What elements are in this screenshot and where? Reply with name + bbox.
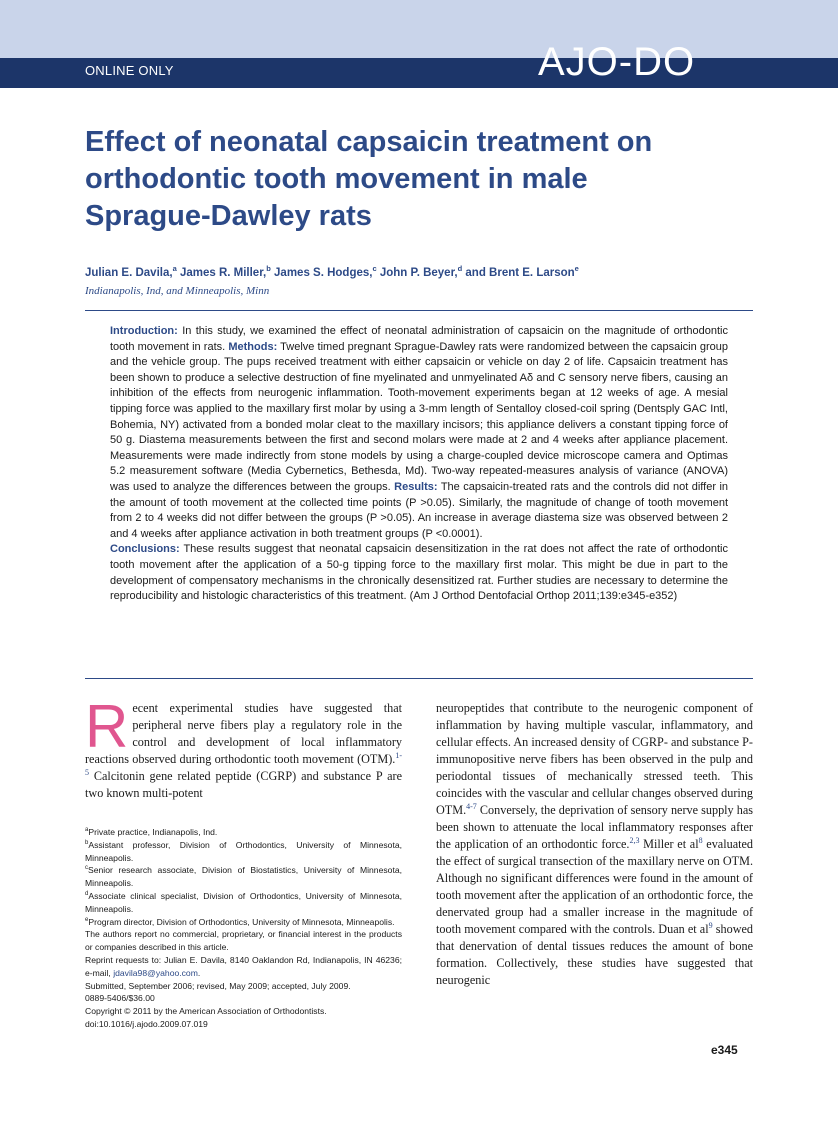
author-mark: d [457, 264, 463, 274]
body-text: neuropeptides that contribute to the neurogenic component of inflammation by having multiple vascular, inflammatory, and cellular effects. An increased density of CGRP- and substance P-immunopositive nerve fibers has been observed in the pulp and periodontal tissues of mechanically stressed teeth. This coincides with the vascular and cellular changes observed during OTM. [436, 701, 753, 817]
body-column-right [436, 700, 753, 989]
author-mark: c [372, 264, 377, 274]
footnote-text: Assistant professor, Division of Orthodontics, University of Minnesota, Minneapolis. [85, 839, 402, 863]
footnote-price: 0889-5406/$36.00 [85, 993, 155, 1004]
abstract-conclusions-label: Conclusions: [110, 543, 180, 556]
abstract-rule-bottom [85, 678, 753, 679]
author-mark: a [172, 264, 177, 274]
footnote-text: Senior research associate, Division of Biostatistics, University of Minnesota, Minneapolis. [85, 865, 402, 889]
citation-ref[interactable]: 2,3 [629, 835, 640, 845]
footnote-item [85, 890, 402, 916]
body-text: Calcitonin gene related peptide (CGRP) and substance P are two known multi-potent [85, 769, 402, 800]
author-name: John P. Beyer, [376, 267, 458, 279]
abstract-results-text: The capsaicin-treated rats and the controls did not differ in the amount of tooth movement at the collected time points (P >0.05). Similarly, the magnitude of change of tooth movement from 2 to 4 weeks did not differ between the groups (P >0.05). An increase in average diastema size was observed between 2 and 4 weeks after appliance activation in both treatment groups (P <0.0001). [110, 480, 729, 540]
email-link[interactable]: jdavila98@yahoo.com [113, 967, 198, 978]
author-name: James S. Hodges, [270, 267, 373, 279]
footnote-disclosure: The authors report no commercial, proprietary, or financial interest in the products or companies described in this article. [85, 929, 402, 953]
citation-ref[interactable]: 4-7 [466, 801, 477, 811]
footnote-text: Program director, Division of Orthodontics, University of Minnesota, Minneapolis. [88, 916, 395, 927]
footnote-text: Private practice, Indianapolis, Ind. [88, 827, 218, 837]
footnote-dates: Submitted, September 2006; revised, May 2009; accepted, July 2009. [85, 980, 351, 991]
body-text: showed that denervation of dental tissues reduces the amount of bone formation. Collectively, these studies have suggested that neurogenic [436, 922, 753, 987]
abstract-conclusions-text: These results suggest that neonatal capsaicin desensitization in the rat does not affect the rate of orthodontic tooth movement after the application of a 50-g tipping force to the maxillary first molar. This might be due in part to the development of compensatory mechanisms in the chronically desensitized rat. Further studies are necessary to determine the reproducibility and histologic characteristics of this treatment. (Am J Orthod Dentofacial Orthop 2011;139:e345-e352) [110, 543, 728, 603]
author-mark: e [574, 264, 579, 274]
body-column-left [85, 693, 402, 802]
page-number: e345 [711, 1043, 738, 1057]
footnote-item [85, 826, 402, 839]
footnote-item [85, 916, 402, 929]
abstract-intro-label: Introduction: [110, 325, 178, 337]
journal-logo: AJO-DO [538, 40, 696, 84]
author-name: Julian E. Davila, [85, 267, 173, 279]
footnote-copyright: Copyright © 2011 by the American Association of Orthodontists. [85, 1006, 327, 1017]
author-name: and Brent E. Larson [462, 267, 575, 279]
body-text: Conversely, the deprivation of sensory nerve supply has been shown to attenuate the local inflammatory responses after the application of an orthodontic force. [436, 803, 753, 851]
body-text: Miller et al [639, 837, 699, 851]
author-footnotes [85, 826, 402, 1031]
footnote-mark: e [85, 916, 89, 923]
abstract-results-label: Results: [394, 480, 438, 493]
section-label: ONLINE ONLY [85, 63, 174, 78]
footnote-mark: d [85, 891, 89, 898]
body-text: evaluated the effect of surgical transection of the maxillary nerve on OTM. Although no significant differences were found in the amount of tooth movement after the application of an orthodontic force, the denervated group had a smaller increase in the magnitude of tooth movement compared with the controls. Duan et al [436, 837, 753, 936]
abstract-intro-text: In this study, we examined the effect of neonatal administration of capsaicin on the magnitude of orthodontic tooth movement in rats. [110, 325, 728, 353]
citation-ref[interactable]: 8 [698, 835, 703, 845]
body-text: ecent experimental studies have suggested that peripheral nerve fibers play a regulatory role in the control and development of local inflammatory reactions observed during orthodontic tooth movement (OTM). [85, 701, 402, 766]
author-list [85, 265, 755, 281]
author-mark: b [266, 264, 271, 274]
footnote-text: Associate clinical specialist, Division of Orthodontics, University of Minnesota, Minneapolis. [85, 890, 402, 914]
footnote-reprint [85, 954, 402, 980]
abstract-methods-label: Methods: [228, 340, 278, 353]
reprint-suffix: . [197, 967, 201, 978]
citation-ref[interactable]: 1-5 [85, 750, 402, 777]
abstract-body [110, 324, 728, 542]
footnote-mark: c [85, 865, 88, 872]
reprint-text: Reprint requests to: Julian E. Davila, 8140 Oaklandon Rd, Indianapolis, IN 46236; e-mail, [85, 954, 402, 978]
footnote-item [85, 864, 402, 890]
abstract-rule-top [85, 310, 753, 311]
citation-ref[interactable]: 9 [708, 920, 713, 930]
abstract-conclusions [110, 542, 728, 604]
author-name: James R. Miller, [176, 267, 267, 279]
footnote-mark: a [85, 827, 89, 834]
footnote-item [85, 839, 402, 865]
header-band-light [0, 0, 838, 58]
abstract [110, 324, 728, 605]
footnote-mark: b [85, 839, 89, 846]
abstract-methods-text: Twelve timed pregnant Sprague-Dawley rats were randomized between the capsaicin group and the vehicle group. The pups received treatment with either capsaicin or vehicle on day 2 of life. Capsaicin treatment has been shown to produce a selective destruction of fine myelinated and unmyelinated Aδ and C sensory nerve fibers, causing an inhibition of the effects from neurogenic inflammation. Tooth-movement experiments began at 12 weeks of age. A mesial tipping force was applied to the maxillary first molar by using a 3-mm length of Sentalloy closed-coil spring (Dentsply GAC Intl, Bohemia, NY) activated from a bonded molar cleat to the maxillary incisors; this appliance delivers a constant tipping force of 50 g. Diastema measurements between the first and second molars were made at 2 and 4 weeks after appliance placement. Measurements were made indirectly from stone models by using a charge-coupled device microscope camera and Optimas 5.2 measurement software (Media Cybernetics, Bethesda, Md). Two-way repeated-measures analysis of variance (ANOVA) was used to analyze the differences between the groups. [110, 340, 728, 493]
author-affiliation: Indianapolis, Ind, and Minneapolis, Minn [85, 285, 270, 297]
drop-cap: R [85, 693, 129, 760]
footnote-doi[interactable]: doi:10.1016/j.ajodo.2009.07.019 [85, 1018, 208, 1029]
article-title: Effect of neonatal capsaicin treatment on orthodontic tooth movement in male Sprague-Dawley rats [85, 126, 653, 232]
